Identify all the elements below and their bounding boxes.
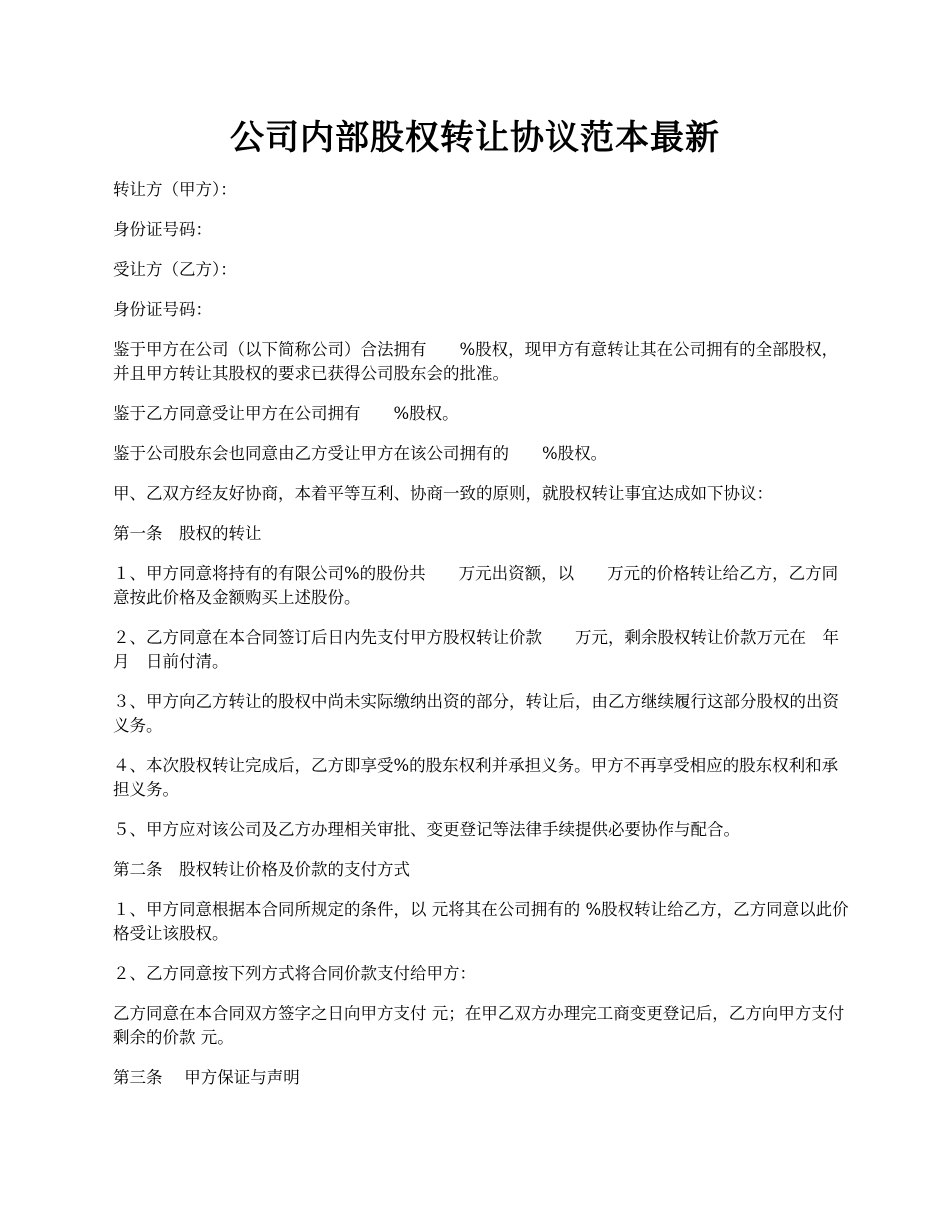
article-2-payment-terms: 乙方同意在本合同双方签字之日向甲方支付 元；在甲乙双方办理完工商变更登记后，乙方向甲方支付剩余的价款 元。 xyxy=(113,1004,845,1047)
paragraph-transferor: 转让方（甲方）： xyxy=(113,180,237,199)
article-3-heading: 第三条 甲方保证与声明 xyxy=(113,1068,300,1087)
paragraph-recital-1: 鉴于甲方在公司（以下简称公司）合法拥有 %股权，现甲方有意转让其在公司拥有的全部股权，并且甲方转让其股权的要求已获得公司股东会的批准。 xyxy=(113,340,839,383)
paragraph-transferee: 受让方（乙方）： xyxy=(113,260,237,279)
paragraph-recital-3: 鉴于公司股东会也同意由乙方受让甲方在该公司拥有的 %股权。 xyxy=(113,444,608,463)
paragraph-recital-2: 鉴于乙方同意受让甲方在公司拥有 %股权。 xyxy=(113,404,459,423)
article-1-clause-2: ２、乙方同意在本合同签订后日内先支付甲方股权转让价款 万元，剩余股权转让价款万元在 年 月 日前付清。 xyxy=(113,628,856,671)
document-title: 公司内部股权转让协议范本最新 xyxy=(230,118,720,158)
paragraph-transferee-id: 身份证号码： xyxy=(113,300,212,319)
document-body xyxy=(113,178,856,1106)
article-1-clause-5: ５、甲方应对该公司及乙方办理相关审批、变更登记等法律手续提供必要协作与配合。 xyxy=(113,820,740,839)
article-1-clause-1: １、甲方同意将持有的有限公司%的股份共 万元出资额，以 万元的价格转让给乙方，乙方同意按此价格及金额购买上述股份。 xyxy=(113,564,839,607)
article-1-clause-3: ３、甲方向乙方转让的股权中尚未实际缴纳出资的部分，转让后，由乙方继续履行这部分股权的出资义务。 xyxy=(113,692,839,735)
paragraph-transferor-id: 身份证号码： xyxy=(113,220,212,239)
article-1-clause-4: ４、本次股权转让完成后，乙方即享受%的股东权利并承担义务。甲方不再享受相应的股东权利和承担义务。 xyxy=(113,756,839,799)
article-2-clause-2: ２、乙方同意按下列方式将合同价款支付给甲方： xyxy=(113,964,476,983)
article-1-heading: 第一条 股权的转让 xyxy=(113,524,262,543)
article-2-heading: 第二条 股权转让价格及价款的支付方式 xyxy=(113,860,410,879)
article-2-clause-1: １、甲方同意根据本合同所规定的条件，以 元将其在公司拥有的 %股权转让给乙方，乙方同意以此价格受让该股权。 xyxy=(113,900,849,943)
paragraph-agreement-intro: 甲、乙双方经友好协商，本着平等互利、协商一致的原则，就股权转让事宜达成如下协议： xyxy=(113,484,773,503)
